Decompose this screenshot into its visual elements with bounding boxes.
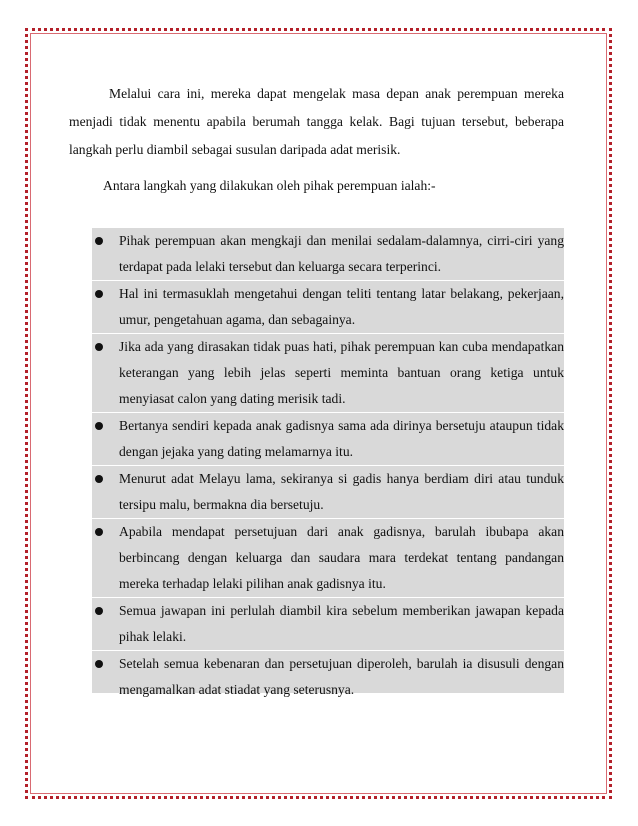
bullet-icon xyxy=(95,237,103,245)
bullet-icon xyxy=(95,343,103,351)
list-item xyxy=(92,466,564,519)
bullet-icon xyxy=(95,528,103,536)
list-item-text: Bertanya sendiri kepada anak gadisnya sama ada dirinya bersetuju ataupun tidak dengan jejaka yang dating melamarnya itu. xyxy=(119,418,564,459)
steps-intro-paragraph: Antara langkah yang dilakukan oleh pihak perempuan ialah:- xyxy=(103,177,436,193)
intro-paragraph: Melalui cara ini, mereka dapat mengelak masa depan anak perempuan mereka menjadi tidak menentu apabila berumah tangga kelak. Bagi tujuan tersebut, beberapa langkah perlu diambil sebagai susulan daripada adat merisik. xyxy=(69,85,564,157)
bullet-icon xyxy=(95,290,103,298)
list-item xyxy=(92,334,564,413)
bullet-icon xyxy=(95,422,103,430)
bullet-icon xyxy=(95,660,103,668)
list-item xyxy=(92,413,564,466)
list-item xyxy=(92,228,564,281)
list-item-text: Setelah semua kebenaran dan persetujuan diperoleh, barulah ia disusuli dengan mengamalkan adat stiadat yang seterusnya. xyxy=(119,656,564,697)
list-item xyxy=(92,519,564,598)
list-item-text: Semua jawapan ini perlulah diambil kira sebelum memberikan jawapan kepada pihak lelaki. xyxy=(119,603,564,644)
list-item-text: Jika ada yang dirasakan tidak puas hati, pihak perempuan kan cuba mendapatkan keterangan yang lebih jelas seperti meminta bantuan orang ketiga untuk menyiasat calon yang dating merisik tadi. xyxy=(119,339,564,406)
steps-bullet-list xyxy=(92,228,564,704)
list-item xyxy=(92,598,564,651)
list-item xyxy=(92,281,564,334)
bullet-icon xyxy=(95,475,103,483)
list-item-text: Menurut adat Melayu lama, sekiranya si gadis hanya berdiam diri atau tunduk tersipu malu, bermakna dia bersetuju. xyxy=(119,471,564,512)
list-item-text: Apabila mendapat persetujuan dari anak gadisnya, barulah ibubapa akan berbincang dengan keluarga dan saudara mara terdekat tentang pandangan mereka terhadap lelaki pilihan anak gadisnya itu. xyxy=(119,524,564,591)
bullet-icon xyxy=(95,607,103,615)
list-item-text: Hal ini termasuklah mengetahui dengan teliti tentang latar belakang, pekerjaan, umur, pengetahuan agama, dan sebagainya. xyxy=(119,286,564,327)
list-item-text: Pihak perempuan akan mengkaji dan menilai sedalam-dalamnya, cirri-ciri yang terdapat pada lelaki tersebut dan keluarga secara terperinci. xyxy=(119,233,564,274)
list-item xyxy=(92,651,564,704)
